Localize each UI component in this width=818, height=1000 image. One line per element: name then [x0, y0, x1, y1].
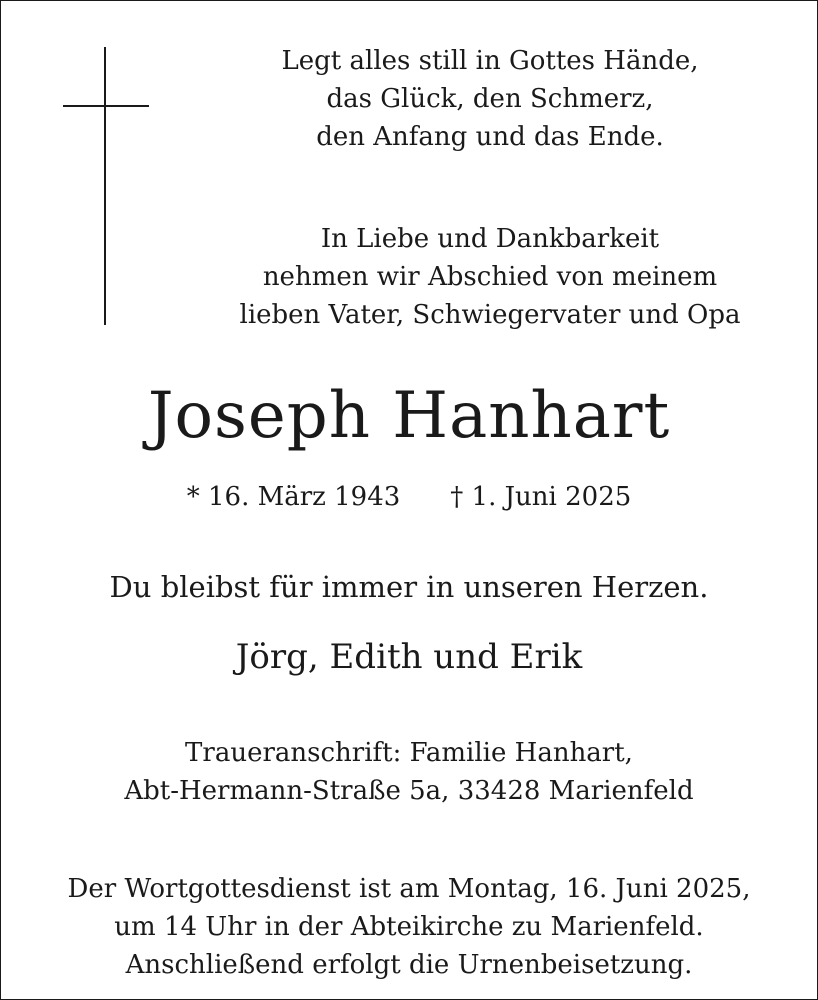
verse-line: das Glück, den Schmerz, — [326, 84, 654, 114]
intro-line: lieben Vater, Schwiegervater und Opa — [239, 300, 741, 330]
service-info — [0, 870, 818, 984]
verse-line: den Anfang und das Ende. — [316, 122, 664, 152]
deceased-name: Joseph Hanhart — [147, 379, 671, 453]
verse-line: Legt alles still in Gottes Hände, — [281, 46, 699, 76]
death-date: † 1. Juni 2025 — [450, 482, 632, 512]
intro-line: In Liebe und Dankbarkeit — [320, 224, 660, 254]
birth-date: * 16. März 1943 — [186, 482, 401, 512]
cross-horizontal-bar — [63, 105, 149, 107]
verse — [200, 42, 780, 156]
address-line: Abt-Hermann-Straße 5a, 33428 Marienfeld — [124, 776, 694, 806]
farewell-line: Du bleibst für immer in unseren Herzen. — [109, 570, 709, 604]
mourning-address — [0, 734, 818, 810]
service-line: um 14 Uhr in der Abteikirche zu Marienfeld. — [114, 912, 704, 942]
intro-line: nehmen wir Abschied von meinem — [262, 262, 718, 292]
intro-text — [200, 220, 780, 334]
life-dates — [0, 478, 818, 516]
mourners: Jörg, Edith und Erik — [235, 637, 583, 677]
cross-vertical-bar — [104, 47, 106, 325]
service-line: Der Wortgottesdienst ist am Montag, 16. Juni 2025, — [67, 874, 751, 904]
service-line: Anschließend erfolgt die Urnenbeisetzung. — [125, 950, 693, 980]
address-line: Traueranschrift: Familie Hanhart, — [185, 738, 633, 768]
